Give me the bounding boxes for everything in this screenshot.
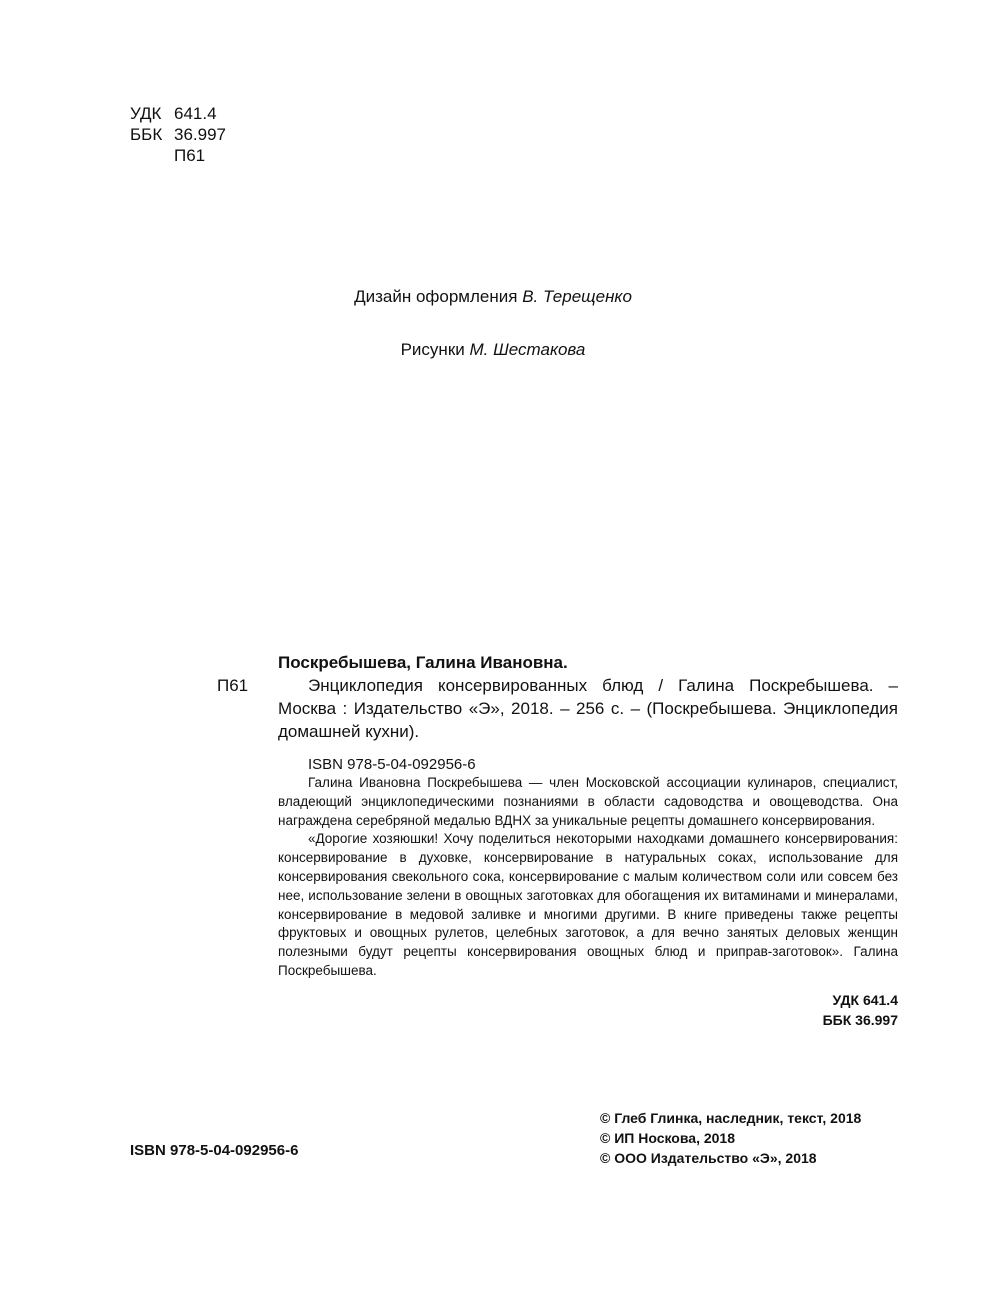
annotation-paragraph-1: Галина Ивановна Поскребышева — член Московской ассоциации кулинаров, специалист, владеющий энциклопедическими познаниями в области садоводства и овощеводства. Она награждена серебряной медалью ВДНХ за уникальные рецепты домашнего консервирования. — [278, 775, 898, 828]
copyright-block — [600, 1108, 861, 1168]
card-author-mark: П61 — [217, 676, 249, 695]
bottom-udk: УДК 641.4 — [832, 992, 898, 1008]
annotation — [278, 774, 898, 981]
card-description: Энциклопедия консервированных блюд / Галина Поскребышева. – Москва : Издательство «Э», 2018. – 256 с. – (Поскребышева. Энциклопедия домашней кухни). — [278, 676, 898, 741]
design-label: Дизайн оформления — [354, 287, 518, 306]
card-isbn: ISBN 978-5-04-092956-6 — [308, 756, 476, 773]
udk-row — [130, 103, 226, 124]
illustrations-credit — [0, 340, 986, 360]
bbk-row — [130, 124, 226, 145]
catalog-card — [278, 651, 898, 776]
copyright-line-1: © Глеб Глинка, наследник, текст, 2018 — [600, 1110, 862, 1126]
bottom-bbk: ББК 36.997 — [822, 1012, 898, 1028]
isbn-bottom: ISBN 978-5-04-092956-6 — [130, 1142, 299, 1159]
udk-label: УДК — [130, 104, 162, 123]
copyright-line-3: © ООО Издательство «Э», 2018 — [600, 1150, 817, 1166]
card-author: Поскребышева, Галина Ивановна. — [278, 653, 568, 672]
design-credit — [0, 287, 986, 307]
bbk-label: ББК — [130, 125, 163, 144]
illustrations-label: Рисунки — [400, 340, 465, 359]
bottom-classification-codes — [600, 990, 898, 1030]
author-mark-row — [130, 145, 226, 166]
illustrations-name: М. Шестакова — [469, 340, 586, 359]
udk-value: 641.4 — [174, 104, 217, 123]
copyright-line-2: © ИП Носкова, 2018 — [600, 1130, 735, 1146]
classification-codes — [130, 103, 226, 166]
annotation-paragraph-2: «Дорогие хозяюшки! Хочу поделиться некоторыми находками домашнего консервирования: консервирование в духовке, консервирование в натуральных соках, использование для консервирования свекольного сока, консервирование с малым количеством соли или совсем без нее, использование зелени в овощных заготовках для обогащения их витаминами и минералами, консервирование в медовой заливке и многими другими. В книге приведены также рецепты фруктовых и овощных рулетов, целебных заготовок, а для вечно занятых деловых женщин полезными будут рецепты консервирования овощных блюд и приправ-заготовок». Галина Поскребышева. — [278, 831, 898, 978]
bbk-value: 36.997 — [174, 125, 226, 144]
author-mark: П61 — [174, 146, 206, 165]
design-name: В. Терещенко — [522, 287, 632, 306]
